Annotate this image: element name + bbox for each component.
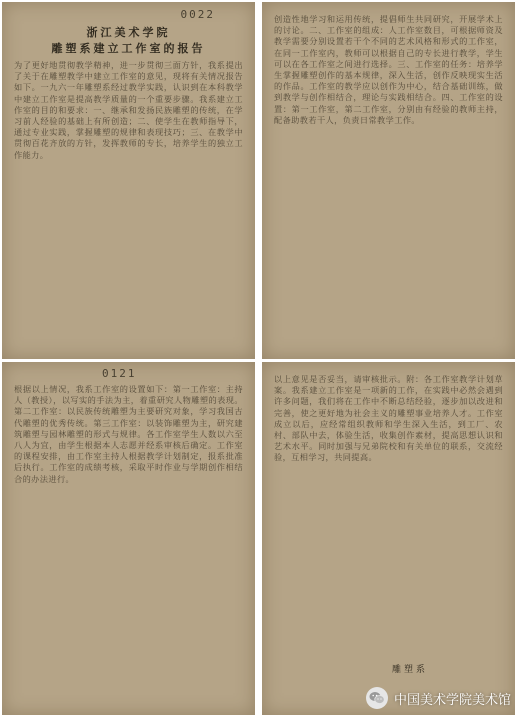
page-body-text: 根据以上情况，我系工作室的设置如下：第一工作室：主持人（教授），以写实的手法为主，着重研究人物雕塑的表现。第二工作室：以民族传统雕塑为主要研究对象，学习我国古代雕塑的优秀传统。第三工作室：以装饰雕塑为主，研究建筑雕塑与园林雕塑的形式与规律。各工作室学生人数以六至八人为宜，由学生根据本人志愿并经系审核后确定。工作室的课程安排，由工作室主持人根据教学计划制定，报系批准后执行。工作室的成绩考核，采取平时作业与学期创作相结合的办法进行。 bbox=[14, 384, 243, 484]
document-page-2 bbox=[262, 2, 515, 359]
document-page-1 bbox=[2, 2, 255, 359]
page-body-text: 创造性地学习和运用传统，提倡师生共同研究，开展学术上的讨论。二、工作室的组成：人工作室数目，可根据师资及教学需要分别设置若干个不同的艺术风格和形式的工作室，在同一工作室内，教师可以根据自己的专长进行教学，学生可以在各工作室之间进行选择。三、工作室的任务：培养学生掌握雕塑创作的基本规律，深入生活，创作反映现实生活的作品。工作室的教学应以创作为中心，结合基础训练，做到教学与创作相结合，理论与实践相结合。四、工作室的设置：第一工作室，第二工作室，分别由有经验的教师主持，配备助教若干人，负责日常教学工作。 bbox=[274, 14, 503, 125]
watermark bbox=[366, 687, 511, 709]
watermark-text: 中国美术学院美术馆 bbox=[393, 692, 511, 708]
page-number: 0022 bbox=[180, 8, 215, 21]
page-number: 0121 bbox=[102, 367, 137, 380]
page-body-text: 以上意见是否妥当，请审核批示。附：各工作室教学计划草案。我系建立工作室是一项新的工作，在实践中必然会遇到许多问题，我们将在工作中不断总结经验，逐步加以改进和完善，使之更好地为社会主义的雕塑事业培养人才。工作室成立以后，应经常组织教师和学生深入生活，到工厂、农村、部队中去，体验生活，收集创作素材，提高思想认识和艺术水平。同时加强与兄弟院校和有关单位的联系，交流经验，互相学习，共同提高。 bbox=[274, 374, 503, 463]
page-body-text: 为了更好地贯彻教学精神，进一步贯彻三面方针，我系提出了关于在雕塑教学中建立工作室的意见，现将有关情况报告如下。一九六一年雕塑系经过教学实践，认识到在本科教学中建立工作室是提高教学质量的一个重要步骤。我系建立工作室的目的和要求：一、继承和发扬民族雕塑的传统，在学习前人经验的基础上有所创造；二、使学生在教师指导下，通过专业实践，掌握雕塑的规律和表现技巧；三、在教学中贯彻百花齐放的方针，发挥教师的专长，培养学生的独立工作能力。 bbox=[14, 60, 243, 160]
document-title-line-1: 浙江美术学院 bbox=[86, 26, 171, 39]
document-page-4 bbox=[262, 362, 515, 715]
wechat-icon bbox=[366, 687, 388, 709]
signature: 雕塑系 bbox=[392, 665, 429, 675]
document-title-line-2: 雕塑系建立工作室的报告 bbox=[51, 42, 206, 55]
document-page-3 bbox=[2, 362, 255, 715]
